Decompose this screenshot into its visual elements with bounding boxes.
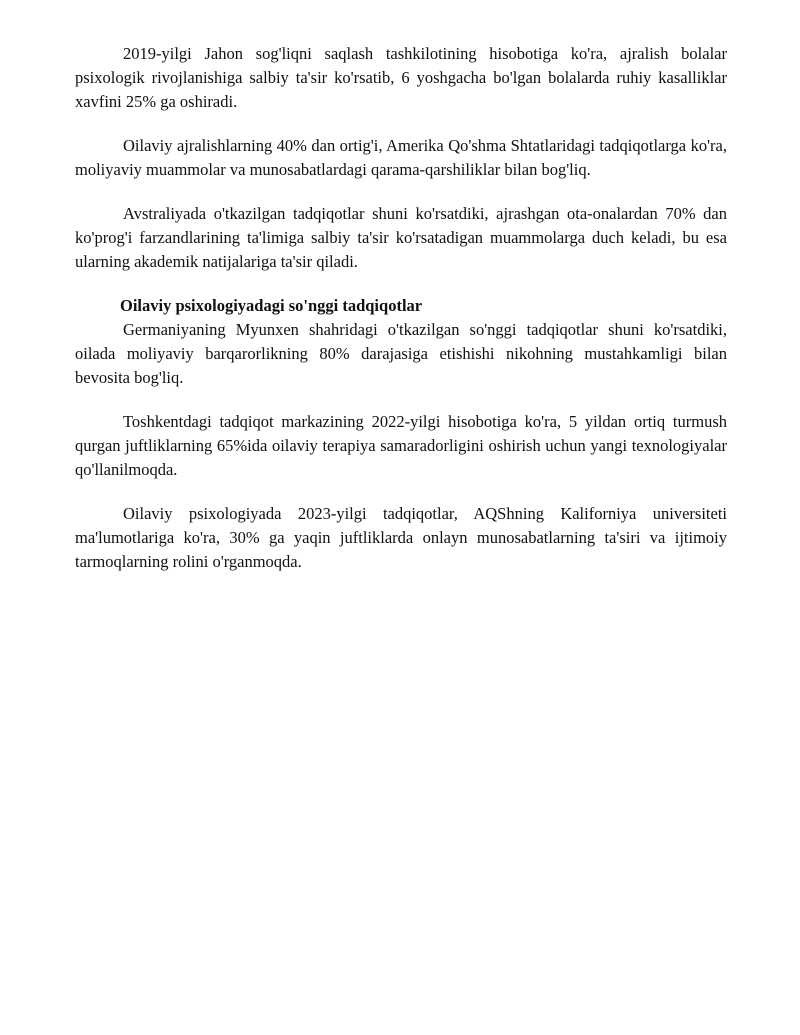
paragraph-california-study: Oilaviy psixologiyada 2023-yilgi tadqiqotlar, AQShning Kaliforniya universiteti ma'lumotlariga ko'ra, 30% ga yaqin juftliklarda onlayn munosabatlarning ta'siri va ijtimoiy tarmoqlarning rolini o'rganmoqda.: [75, 504, 727, 571]
paragraph-usa-divorce: Oilaviy ajralishlarning 40% dan ortig'i, Amerika Qo'shma Shtatlaridagi tadqiqotlarga ko'ra, moliyaviy muammolar va munosabatlardagi qarama-qarshiliklar bilan bog'liq.: [75, 136, 727, 179]
section-heading: Oilaviy psixologiyadagi so'nggi tadqiqotlar: [120, 296, 423, 315]
paragraph-australia-study: Avstraliyada o'tkazilgan tadqiqotlar shuni ko'rsatdiki, ajrashgan ota-onalardan 70% dan ko'prog'i farzandlarining ta'limiga salbiy ta'sir ko'rsatadigan muammolarga duch keladi, bu esa ularning akademik natijalariga ta'sir qiladi.: [75, 204, 727, 271]
section-recent-research: [75, 294, 727, 574]
paragraph-munich-study: Germaniyaning Myunxen shahridagi o'tkazilgan so'nggi tadqiqotlar shuni ko'rsatdiki, oilada moliyaviy barqarorlikning 80% darajasiga etishishi nikohning mustahkamligi bilan bevosita bog'liq.: [75, 320, 727, 387]
document-page: [75, 42, 727, 594]
paragraph-who-report: 2019-yilgi Jahon sog'liqni saqlash tashkilotining hisobotiga ko'ra, ajralish bolalar psixologik rivojlanishiga salbiy ta'sir ko'rsatib, 6 yoshgacha bo'lgan bolalarda ruhiy kasalliklar xavfini 25% ga oshiradi.: [75, 44, 727, 111]
paragraph-tashkent-report: Toshkentdagi tadqiqot markazining 2022-yilgi hisobotiga ko'ra, 5 yildan ortiq turmush qurgan juftliklarning 65%ida oilaviy terapiya samaradorligini oshirish uchun yangi texnologiyalar qo'llanilmoqda.: [75, 412, 727, 479]
